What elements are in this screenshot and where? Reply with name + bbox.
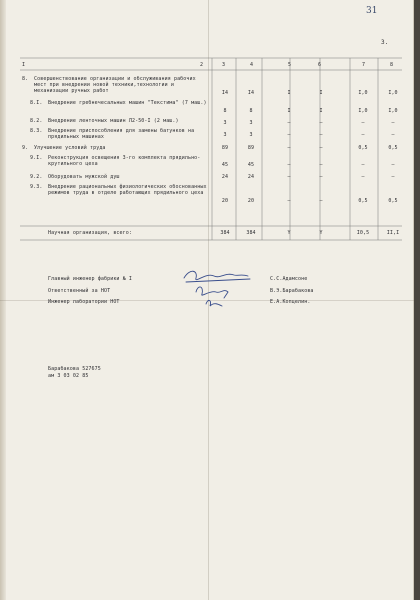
cell-v8: –: [391, 132, 395, 138]
cell-v3: 8: [223, 108, 227, 114]
cell-v7: I,0: [358, 108, 368, 114]
cell-v4: I4: [247, 90, 255, 96]
col-header-7: 7: [362, 62, 366, 68]
cell-v7: –: [361, 132, 365, 138]
row-code: 9.: [22, 145, 29, 151]
total-v5: Y: [287, 230, 291, 236]
footer-line-1: Барабакова 527675: [48, 366, 101, 372]
col-header-4: 4: [250, 62, 254, 68]
row-text: Совершенствование организации и обслуживания рабочих мест при внедрении новой техники,технологии и механизации ручных работ: [34, 76, 196, 94]
row-code: 8.2.: [30, 118, 43, 124]
cell-v6: –: [319, 132, 323, 138]
cell-v8: –: [391, 174, 395, 180]
cell-v5: I: [287, 90, 291, 96]
cell-v3: 3: [223, 120, 227, 126]
total-v7: I0,5: [356, 230, 370, 236]
handwritten-signatures: [176, 264, 256, 314]
cell-v6: –: [319, 162, 323, 168]
signer-role: Ответственный за НОТ: [48, 288, 111, 294]
signer-role: Главный инженер фабрики № I: [48, 276, 132, 282]
row-text: Внедрение приспособления для замены батунков на прядильных машинах: [48, 128, 195, 140]
cell-v6: –: [319, 198, 323, 204]
cell-v5: –: [287, 174, 291, 180]
cell-v7: –: [361, 120, 365, 126]
cell-v6: I: [319, 90, 323, 96]
handwritten-page-number: 31: [366, 6, 378, 16]
cell-v5: I: [287, 108, 291, 114]
cell-v5: –: [287, 162, 291, 168]
row-code: 9.3.: [30, 184, 43, 190]
cell-v4: 24: [247, 174, 255, 180]
cell-v4: 8: [249, 108, 253, 114]
cell-v8: –: [391, 120, 395, 126]
col-header-1: I: [22, 62, 26, 68]
row-code: 8.3.: [30, 128, 43, 134]
cell-v3: 45: [221, 162, 229, 168]
signer-name: С.С.Адамсоне: [270, 276, 308, 282]
col-header-5: 5: [288, 62, 292, 68]
row-text: Внедрение ленточных машин Л2-50-I (2 маш.): [48, 118, 179, 124]
cell-v5: –: [287, 198, 291, 204]
cell-v7: –: [361, 174, 365, 180]
cell-v6: I: [319, 108, 323, 114]
cell-v4: 3: [249, 132, 253, 138]
col-header-2: 2: [200, 62, 204, 68]
row-text: Оборудовать мужской душ: [48, 174, 120, 180]
cell-v5: –: [287, 120, 291, 126]
row-text: Улучшение условий труда: [34, 145, 106, 151]
total-label: Научная организация, всего:: [48, 230, 132, 236]
row-text: Внедрение рациональных физиологических обоснованных режимов труда в отделе работающих прядильного цеха: [48, 184, 207, 196]
page-mark: 3.: [381, 39, 389, 46]
total-v4: 384: [246, 230, 256, 236]
cell-v8: I,0: [388, 108, 398, 114]
cell-v7: 0,5: [358, 145, 368, 151]
cell-v7: –: [361, 162, 365, 168]
cell-v4: 3: [249, 120, 253, 126]
cell-v7: 0,5: [358, 198, 368, 204]
total-v8: II,I: [386, 230, 400, 236]
footer-line-2: ам 3 03 02 85: [48, 373, 89, 379]
signer-name: В.Э.Барабакова: [270, 288, 314, 294]
cell-v3: 24: [221, 174, 229, 180]
cell-v8: 0,5: [388, 198, 398, 204]
cell-v4: 89: [247, 145, 255, 151]
cell-v8: –: [391, 162, 395, 168]
row-code: 8.: [22, 76, 29, 82]
total-v6: Y: [319, 230, 323, 236]
cell-v3: 20: [221, 198, 229, 204]
cell-v6: –: [319, 120, 323, 126]
cell-v3: I4: [221, 90, 229, 96]
col-header-8: 8: [390, 62, 394, 68]
cell-v8: 0,5: [388, 145, 398, 151]
total-v3: 384: [220, 230, 230, 236]
row-code: 9.I.: [30, 155, 43, 161]
cell-v5: –: [287, 145, 291, 151]
col-header-6: 6: [318, 62, 322, 68]
signer-name: Е.А.Копцелин.: [270, 299, 311, 305]
col-header-3: 3: [222, 62, 226, 68]
cell-v4: 20: [247, 198, 255, 204]
signer-role: Инженер лаборатории НОТ: [48, 299, 120, 305]
cell-v5: –: [287, 132, 291, 138]
cell-v8: I,0: [388, 90, 398, 96]
cell-v6: –: [319, 174, 323, 180]
cell-v4: 45: [247, 162, 255, 168]
row-text: Реконструкция освещения 3-го комплекта прядильно-крутильного цеха: [48, 155, 201, 167]
cell-v6: –: [319, 145, 323, 151]
cell-v3: 3: [223, 132, 227, 138]
row-code: 8.I.: [30, 100, 43, 106]
row-code: 9.2.: [30, 174, 43, 180]
cell-v3: 89: [221, 145, 229, 151]
row-text: Внедрение гребнечесальных машин "Текстима" (7 маш.): [48, 100, 207, 106]
cell-v7: I,0: [358, 90, 368, 96]
